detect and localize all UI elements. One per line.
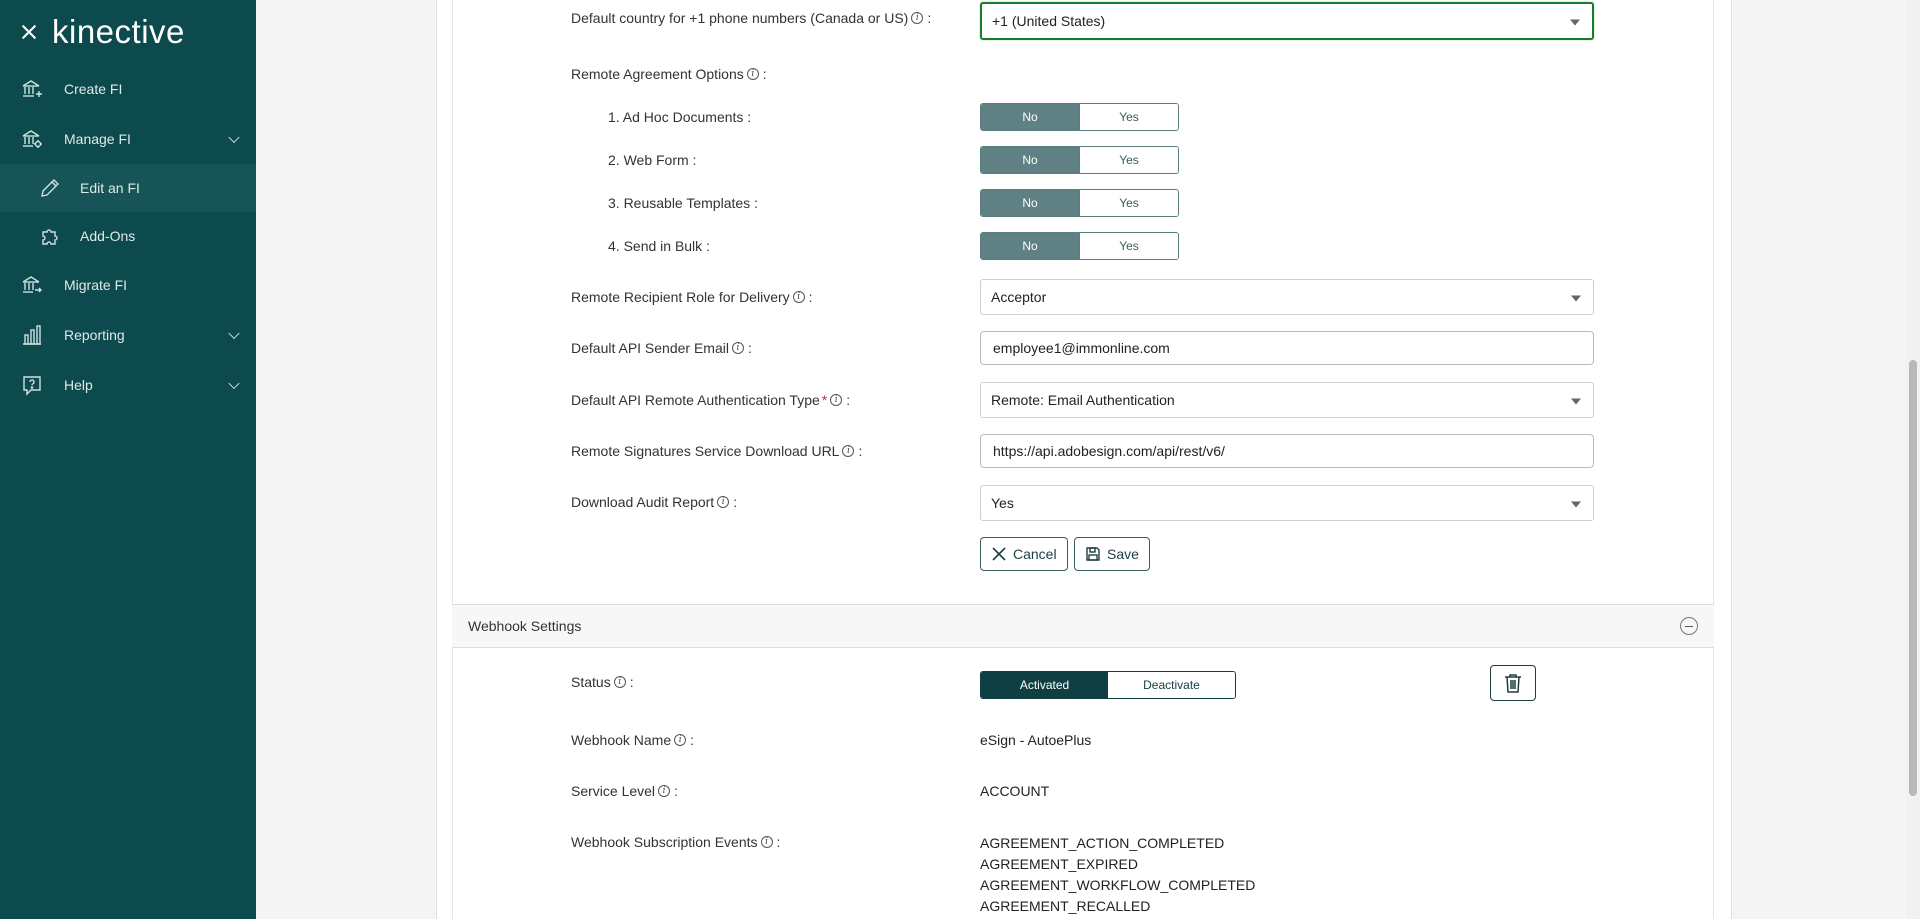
sender-email-input[interactable]: employee1@immonline.com [980,331,1594,365]
label-text: Webhook Subscription Events [571,834,758,850]
deactivate-option[interactable]: Deactivate [1108,672,1235,698]
info-icon[interactable]: i [674,734,686,746]
info-icon[interactable]: i [658,785,670,797]
select-value: Remote: Email Authentication [991,392,1175,408]
colon: : [747,340,752,356]
save-button[interactable] [1074,537,1150,571]
info-icon[interactable]: i [732,342,744,354]
sidebar-item-label: Create FI [64,81,123,97]
info-icon[interactable]: i [842,445,854,457]
sidebar-item-add-ons[interactable] [0,212,256,260]
select-value: +1 (United States) [992,13,1106,29]
label-text: Remote Signatures Service Download URL [571,443,840,459]
chevron-down-icon [228,132,239,143]
close-icon[interactable] [20,23,38,41]
list-item: AGREEMENT_ACTION_COMPLETED [980,835,1225,851]
auth-type-label [571,386,850,414]
colon: : [674,783,678,799]
sidebar-item-migrate-fi[interactable] [0,260,256,310]
subscription-events-label [571,828,780,856]
bank-plus-icon [20,77,44,101]
sidebar-item-help[interactable] [0,360,256,410]
audit-report-select[interactable] [980,485,1594,521]
sidebar-item-reporting[interactable] [0,310,256,360]
label-text: Remote Agreement Options [571,66,744,82]
colon: : [776,834,781,850]
reusable-templates-toggle[interactable] [980,189,1179,217]
chevron-down-icon [228,378,239,389]
sidebar-item-label: Reporting [64,327,125,343]
caret-down-icon [1571,399,1581,405]
status-label [571,668,634,696]
bar-chart-icon [20,323,44,347]
download-url-label [571,437,862,465]
list-item: AGREEMENT_RECALLED [980,898,1151,914]
sidebar-item-label: Help [64,377,93,393]
yes-option[interactable]: Yes [1079,147,1178,173]
service-level-label [571,777,678,805]
colon: : [858,443,863,459]
colon: : [733,494,738,510]
section-title: Webhook Settings [468,618,582,634]
list-item: AGREEMENT_EXPIRED [980,856,1138,872]
label-text: Default API Sender Email [571,340,729,356]
button-label: Save [1107,546,1139,562]
no-option[interactable]: No [981,190,1079,216]
no-option[interactable]: No [981,233,1079,259]
colon: : [690,732,695,748]
ad-hoc-toggle[interactable] [980,103,1179,131]
sidebar-item-create-fi[interactable] [0,64,256,114]
download-url-input[interactable]: https://api.adobesign.com/api/rest/v6/ [980,434,1594,468]
sidebar-item-label: Manage FI [64,131,131,147]
floppy-disk-icon [1085,546,1101,562]
select-value: Acceptor [991,289,1047,305]
info-icon[interactable]: i [717,496,729,508]
label-text: Status [571,674,611,690]
option-reusable-templates-label: 3. Reusable Templates : [608,195,758,211]
bank-gear-icon [20,127,44,151]
info-icon[interactable]: i [830,394,842,406]
info-icon[interactable]: i [911,12,923,24]
send-in-bulk-toggle[interactable] [980,232,1179,260]
sidebar [0,0,256,919]
collapse-icon[interactable] [1680,617,1698,635]
no-option[interactable]: No [981,147,1079,173]
webhook-name-value: eSign - AutoePlus [980,732,1092,748]
label-text: Remote Recipient Role for Delivery [571,289,790,305]
caret-down-icon [1571,502,1581,508]
auth-type-select[interactable] [980,382,1594,418]
option-ad-hoc-label: 1. Ad Hoc Documents : [608,109,752,125]
colon: : [808,289,813,305]
label-text: Download Audit Report [571,494,715,510]
info-icon[interactable]: i [793,291,805,303]
webhook-section-header[interactable] [452,604,1714,648]
puzzle-icon [38,224,62,248]
brand-logo: kinective [52,13,185,50]
option-web-form-label: 2. Web Form : [608,152,697,168]
info-icon[interactable]: i [747,68,759,80]
colon: : [762,66,767,82]
sidebar-header [0,0,256,64]
caret-down-icon [1571,296,1581,302]
default-country-label [571,4,931,32]
webhook-name-label [571,726,694,754]
close-icon [991,546,1007,562]
scrollbar-track[interactable] [1906,0,1920,919]
option-send-in-bulk-label: 4. Send in Bulk : [608,238,710,254]
delete-webhook-button[interactable] [1490,665,1536,701]
sidebar-item-label: Migrate FI [64,277,128,293]
recipient-role-label [571,283,813,311]
sidebar-item-manage-fi[interactable] [0,114,256,164]
label-text: Default API Remote Authentication Type [571,392,820,408]
subscription-events-list [980,833,1255,917]
yes-option[interactable]: Yes [1079,233,1178,259]
default-country-select[interactable] [980,2,1594,40]
caret-down-icon [1570,20,1580,26]
label-text: Service Level [571,783,656,799]
status-toggle[interactable] [980,671,1236,699]
recipient-role-select[interactable] [980,279,1594,315]
sidebar-item-edit-fi[interactable] [0,164,256,212]
chevron-down-icon [228,328,239,339]
label-text: Webhook Name [571,732,672,748]
info-icon[interactable]: i [614,676,626,688]
button-label: Cancel [1013,546,1057,562]
sidebar-item-label: Add-Ons [80,228,136,244]
info-icon[interactable]: i [761,836,773,848]
no-option[interactable]: No [981,104,1079,130]
service-level-value: ACCOUNT [980,783,1050,799]
activated-option[interactable]: Activated [981,672,1108,698]
sidebar-nav [0,64,256,410]
yes-option[interactable]: Yes [1079,104,1178,130]
sender-email-label [571,334,752,362]
pencil-icon [38,176,62,200]
yes-option[interactable]: Yes [1079,190,1178,216]
label-text: Default country for +1 phone numbers (Canada or US) [571,10,909,26]
cancel-button[interactable] [980,537,1068,571]
remote-agreement-label [571,60,767,88]
bank-arrow-icon [20,273,44,297]
sidebar-item-label: Edit an FI [80,180,140,196]
colon: : [629,674,634,690]
scrollbar-thumb[interactable] [1909,360,1917,796]
web-form-toggle[interactable] [980,146,1179,174]
trash-icon [1504,673,1522,693]
colon: : [927,10,932,26]
audit-report-label [571,488,737,516]
list-item: AGREEMENT_WORKFLOW_COMPLETED [980,877,1256,893]
required-asterisk: * [821,392,828,408]
help-icon [20,373,44,397]
colon: : [846,392,851,408]
select-value: Yes [991,495,1014,511]
